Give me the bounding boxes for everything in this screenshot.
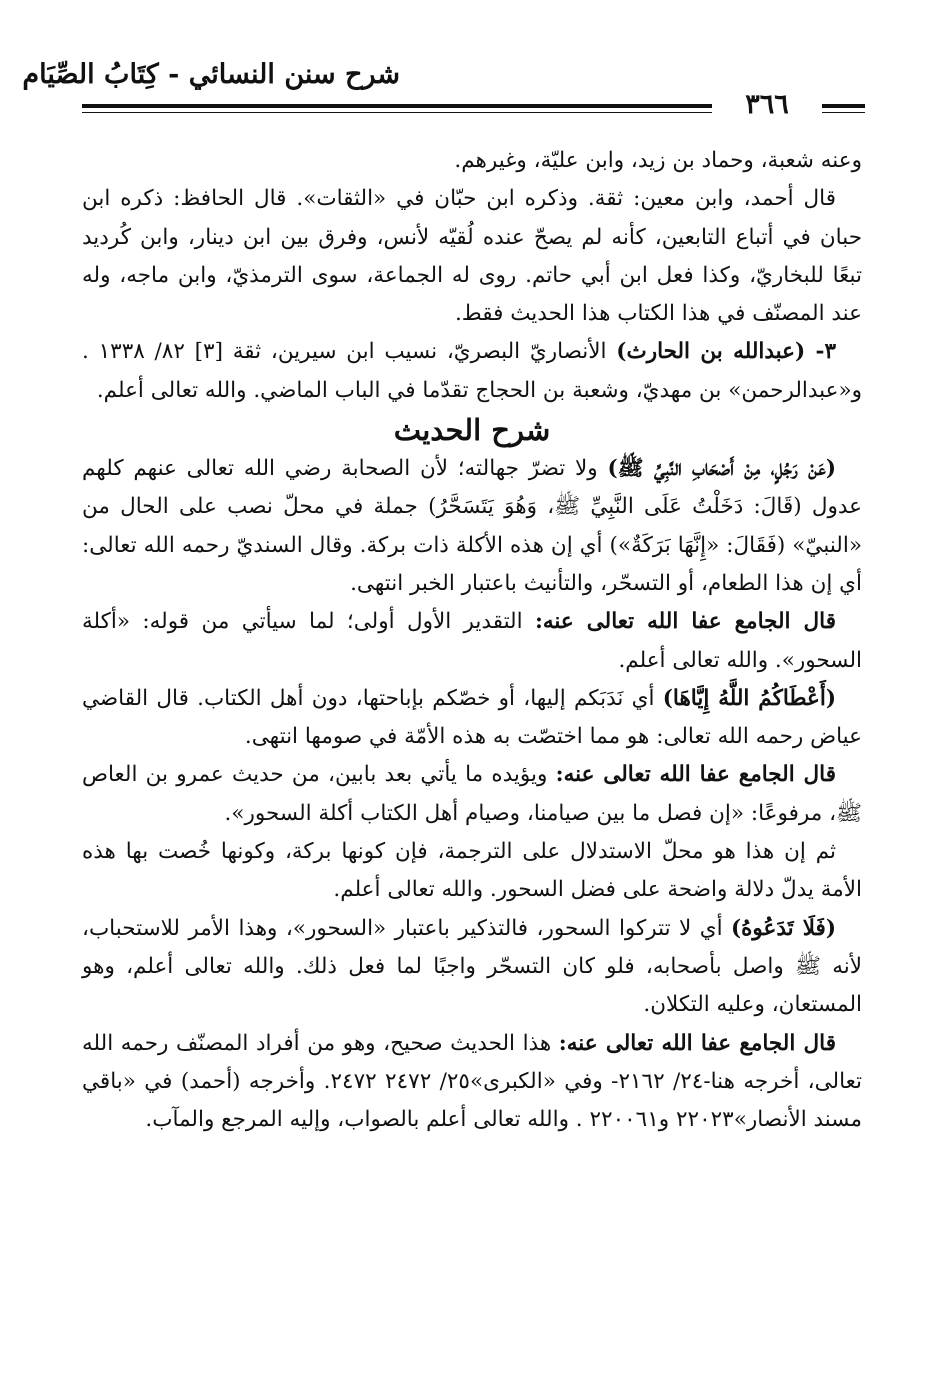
running-header-title: شرح سنن النسائي - كِتَابُ الصِّيَام xyxy=(22,59,400,90)
paragraph-text: أي نَدَبَكم إليها، أو خصّكم بإباحتها، دون أهل الكتاب. قال القاضي عياض رحمه الله تعالى: هو مما اختصّت به هذه الأمّة في صومها انتهى. xyxy=(82,685,862,750)
paragraph-lead: ٣- (عبدالله بن الحارث) xyxy=(616,339,837,365)
paragraph xyxy=(82,910,862,1025)
paragraph xyxy=(82,333,862,410)
paragraph xyxy=(82,450,862,603)
paragraph xyxy=(82,833,862,910)
section-heading: شرح الحديث xyxy=(393,413,551,448)
paragraph-lead: قال الجامع عفا الله تعالى عنه: xyxy=(555,762,836,788)
paragraph-text: هذا الحديث صحيح، وهو من أفراد المصنّف رحمه الله تعالى، أخرجه هنا-٢٤/ ٢١٦٢- وفي «الكبرى»٢٥/ ٢٤٧٢ ٢٤٧٢. وأخرجه (أحمد) في «باقي مسند الأنصار»٢٢٠٢٣ و٢٢٠٠٦١ . والله تعالى أعلم بالصواب، وإليه المرجع والمآب. xyxy=(82,1030,862,1133)
paragraph-lead: قال الجامع عفا الله تعالى عنه: xyxy=(558,1030,837,1056)
paragraph-text: قال أحمد، وابن معين: ثقة. وذكره ابن حبّان في «الثقات». قال الحافظ: ذكره ابن حبان في أتباع التابعين، كأنه لم يصحّ عنده لُقيّه لأنس، وفرق بين ابن دينار، وابن كُرديد تبعًا للبخاريّ، وكذا فعل ابن أبي حاتم. روى له الجماعة، سوى الترمذيّ، وابن ماجه، وله عند المصنّف في هذا الكتاب هذا الحديث فقط. xyxy=(82,186,862,327)
paragraph xyxy=(82,142,862,180)
paragraph-lead: (فَلَا تَدَعُوهُ) xyxy=(730,915,836,941)
paragraph-text: وعنه شعبة، وحماد بن زيد، وابن عليّة، وغيرهم. xyxy=(454,148,862,173)
paragraph xyxy=(82,1025,862,1140)
paragraph-text: التقدير الأول أولى؛ لما سيأتي من قوله: «أكلة السحور». والله تعالى أعلم. xyxy=(82,609,862,673)
paragraph xyxy=(82,603,862,680)
paragraph-text: ثم إن هذا هو محلّ الاستدلال على الترجمة، فإن كونها بركة، وكونها خُصت بها هذه الأمة يدلّ دلالة واضحة على فضل السحور. والله تعالى أعلم. xyxy=(82,839,862,903)
paragraph-lead: (عَنْ رَجُلٍ، مِنْ أَصْحَابِ النَّبِيِّ ﷺ) xyxy=(607,456,836,482)
page-body xyxy=(82,142,862,1139)
paragraph-text: ولا تضرّ جهالته؛ لأن الصحابة رضي الله تعالى عنهم كلهم عدول (قَالَ: دَخَلْتُ عَلَى النَّبِيِّ ﷺ، وَهُوَ يَتَسَحَّرُ) جملة في محلّ نصب على الحال من «النبيّ» (فَقَالَ: «إِنَّهَا بَرَكَةٌ») أي إن هذه الأكلة ذات بركة. وقال السنديّ رحمه الله تعالى: أي إن هذا الطعام، أو التسحّر، والتأنيث باعتبار الخبر انتهى. xyxy=(82,456,862,596)
page-number: ٣٦٦ xyxy=(712,88,822,122)
paragraph-lead: قال الجامع عفا الله تعالى عنه: xyxy=(534,609,836,635)
paragraph xyxy=(82,680,862,757)
paragraph-text: ويؤيده ما يأتي بعد بابين، من حديث عمرو بن العاص ﷺ، مرفوعًا: «إن فصل ما بين صيامنا، وصيام أهل الكتاب أكلة السحور». xyxy=(82,762,862,826)
paragraph-lead: (أَعْطَاكُمُ اللَّهُ إِيَّاهَا) xyxy=(662,685,836,711)
paragraph xyxy=(82,180,862,333)
paragraph-text: الأنصاريّ البصريّ، نسيب ابن سيرين، ثقة [٣] ٨٢/ ١٣٣٨ . و«عبدالرحمن» بن مهديّ، وشعبة بن الحجاج تقدّما في الباب الماضي. والله تعالى أعلم. xyxy=(82,339,862,403)
paragraph-text: أي لا تتركوا السحور، فالتذكير باعتبار «السحور»، وهذا الأمر للاستحباب، لأنه ﷺ واصل بأصحابه، فلو كان التسحّر واجبًا لما فعل ذلك. والله تعالى أعلم، وهو المستعان، وعليه التكلان. xyxy=(82,915,862,1018)
paragraph xyxy=(82,756,862,833)
